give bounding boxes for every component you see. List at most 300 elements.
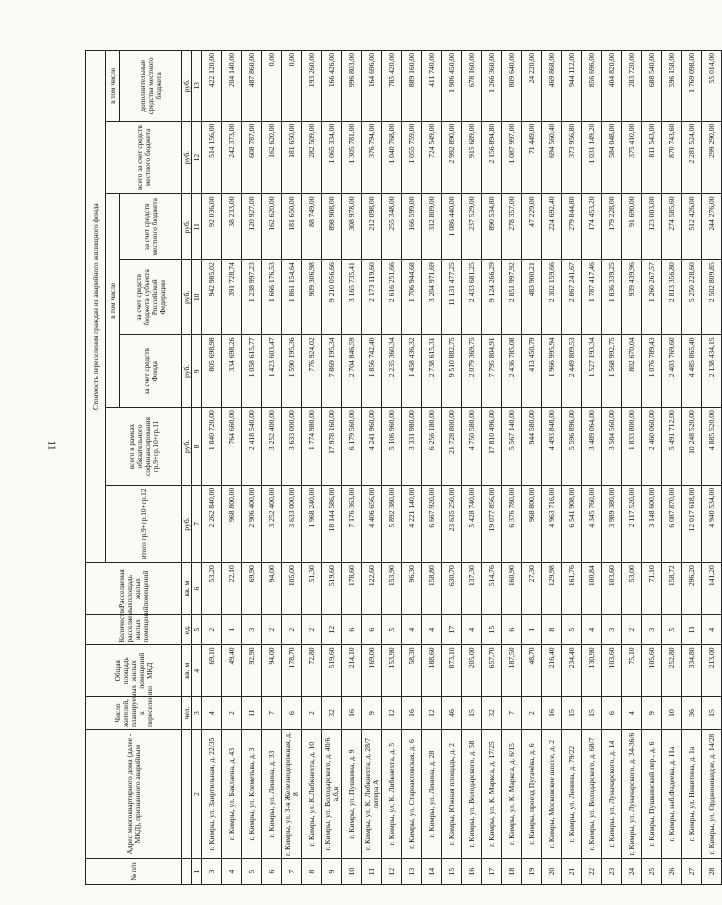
table-cell: 3 989 380,00 — [602, 485, 622, 563]
table-cell: 4 — [702, 614, 722, 645]
table-cell: 1 840 720,00 — [202, 408, 222, 486]
table-row — [522, 51, 542, 885]
table-cell: 162 620,00 — [262, 194, 282, 260]
table-cell: 630,70 — [442, 563, 462, 615]
table-cell: 8 — [542, 614, 562, 645]
table-cell: 27,30 — [522, 563, 542, 615]
table-cell: 514 156,00 — [202, 121, 222, 194]
table-cell: 9 — [322, 859, 342, 885]
table-cell: 204 140,00 — [222, 51, 242, 122]
table-cell: 188,60 — [422, 645, 442, 697]
table-cell: 58,30 — [402, 645, 422, 697]
table-cell: 4 — [192, 645, 202, 697]
table-cell: 2 — [222, 697, 242, 730]
table-cell: 161,76 — [562, 563, 582, 615]
table-cell: 6 — [602, 697, 622, 730]
table-cell: 3 204 971,69 — [422, 260, 442, 335]
table-row — [502, 51, 522, 885]
table-row — [302, 51, 322, 885]
table-cell: г. Кимры, ул. Клеметьва, д. 3 — [242, 729, 262, 858]
table-cell: 3 489 064,00 — [582, 408, 602, 486]
table-cell: 10 — [662, 697, 682, 730]
table-cell: 4 406 656,00 — [362, 485, 382, 563]
table-cell: 2 738 615,31 — [422, 335, 442, 408]
header-fund: за счет средств Фонда — [120, 335, 182, 408]
table-cell: 13 — [192, 51, 202, 122]
table-cell: 785 420,00 — [382, 51, 402, 122]
table-cell: 224 692,40 — [542, 194, 562, 260]
table-cell: 2 079 369,75 — [462, 335, 482, 408]
table-cell: 123 003,00 — [642, 194, 662, 260]
table-cell: 158,72 — [662, 563, 682, 615]
table-cell: ед. — [182, 614, 192, 645]
table-cell: 2 813 356,80 — [662, 260, 682, 335]
table-cell: 6 376 780,00 — [502, 485, 522, 563]
table-cell: г. Кимры, ул. Ленина, д. 79/22 — [562, 729, 582, 858]
table-cell: 16 — [342, 697, 362, 730]
table-cell: 870 743,60 — [662, 121, 682, 194]
table-cell: 18 144 586,00 — [322, 485, 342, 563]
table-cell: 5 106 960,00 — [382, 408, 402, 486]
table-cell: 158,80 — [422, 563, 442, 615]
table-cell: 2 449 809,53 — [562, 335, 582, 408]
table-cell: 1 861 154,64 — [282, 260, 302, 335]
table-cell: г. Кимры, ул. К. Маркса, д. 6/15 — [502, 729, 522, 858]
table-cell: 6 — [282, 697, 302, 730]
table-cell: 5 491 712,00 — [662, 408, 682, 486]
table-cell: 968 800,00 — [222, 485, 242, 563]
table-cell: 103,60 — [602, 563, 622, 615]
table-cell: 12 — [422, 697, 442, 730]
header-num: № п/п — [86, 859, 182, 885]
table-cell: г. Кимры, ул. 3-я Железнодорожная, д. 8 — [282, 729, 302, 858]
table-cell: чел. — [182, 697, 192, 730]
resettlement-table — [85, 50, 722, 885]
table-cell: г. Кимры, ул. Луначарского, д. 34-36/6 — [622, 729, 642, 858]
table-cell: 11 — [682, 614, 702, 645]
table-cell: 23 — [602, 859, 622, 885]
header-address: Адрес многоквартирного дома (далее - МКД), признанного аварийным — [86, 729, 182, 858]
table-cell: 1 833 800,00 — [622, 408, 642, 486]
table-cell: г. Кимры, ул. К. Либкнехта, д. 5 — [382, 729, 402, 858]
table-cell: 166 599,00 — [402, 194, 422, 260]
table-row — [642, 51, 662, 885]
table-cell: 519,60 — [322, 563, 342, 615]
table-cell: 9 210 056,66 — [322, 260, 342, 335]
table-cell: 4 — [622, 697, 642, 730]
table-cell: 48,70 — [522, 645, 542, 697]
table-cell: 17 810 496,00 — [482, 408, 502, 486]
table-row — [562, 51, 582, 885]
table-cell: 282 509,00 — [302, 121, 322, 194]
table-cell: 1 568 992,75 — [602, 335, 622, 408]
table-cell: 242 373,00 — [222, 121, 242, 194]
table-cell: 25 — [642, 859, 662, 885]
table-cell: 1 086 440,00 — [442, 194, 462, 260]
table-cell: 94,00 — [262, 645, 282, 697]
table-cell: 4 — [222, 859, 242, 885]
table-cell: 2 — [622, 614, 642, 645]
header-residents: Число жителей, планируемых к переселению — [86, 697, 182, 730]
table-row — [382, 51, 402, 885]
table-cell: 15 — [582, 697, 602, 730]
table-cell: 12 — [382, 859, 402, 885]
table-cell: 944 580,00 — [522, 408, 542, 486]
table-cell: 5 567 140,00 — [502, 408, 522, 486]
table-cell: 5 — [662, 614, 682, 645]
table-cell: 279 844,80 — [562, 194, 582, 260]
table-cell: 2 — [302, 697, 322, 730]
table-cell: 2 235 360,34 — [382, 335, 402, 408]
table-cell: 1 787 417,46 — [582, 260, 602, 335]
table-cell: 898 908,00 — [322, 194, 342, 260]
table-cell: 487 860,00 — [242, 51, 262, 122]
table-cell: 160,90 — [502, 563, 522, 615]
table-cell: 53,00 — [622, 563, 642, 615]
header-total-area: Общая площадь жилых помещений МКД — [86, 645, 182, 697]
table-cell: 10 — [342, 859, 362, 885]
table-cell — [182, 859, 192, 885]
table-cell: 3 — [642, 614, 662, 645]
table-row — [202, 51, 222, 885]
table-cell: 69,10 — [202, 645, 222, 697]
table-cell: 75,10 — [622, 645, 642, 697]
table-cell: 6 — [262, 859, 282, 885]
table-cell: 32 — [482, 697, 502, 730]
table-cell: руб. — [182, 51, 192, 122]
table-cell: 2 436 785,08 — [502, 335, 522, 408]
table-cell: 162 620,00 — [262, 121, 282, 194]
table-cell: 2 — [522, 697, 542, 730]
header-region: за счет средств бюджета субъекта Российской Федерации — [120, 260, 182, 335]
table-cell: 4 963 716,00 — [542, 485, 562, 563]
table-cell: 12 — [322, 614, 342, 645]
table-cell: г. Кимры, ул. Ленина, д. 28 — [422, 729, 442, 858]
table-cell: 6 667 920,00 — [422, 485, 442, 563]
table-cell: г. Кимры, проезд Пугачёва, д. 6 — [522, 729, 542, 858]
table-cell: 216,40 — [542, 645, 562, 697]
table-cell: 234,40 — [562, 645, 582, 697]
table-cell: 26 — [662, 859, 682, 885]
table-cell: 1 966 995,94 — [542, 335, 562, 408]
table-cell: 469 868,00 — [542, 51, 562, 122]
table-cell: 2 302 159,66 — [542, 260, 562, 335]
table-cell: 17 — [442, 614, 462, 645]
table-cell: 3 165 735,41 — [342, 260, 362, 335]
table-cell: 1 836 339,25 — [602, 260, 622, 335]
table-cell: 1 058 615,77 — [242, 335, 262, 408]
table-cell: 694 560,40 — [542, 121, 562, 194]
table-cell: 3 — [242, 614, 262, 645]
table-cell: 909 306,98 — [302, 260, 322, 335]
table-cell: 312 809,00 — [422, 194, 442, 260]
header-cost-group: Стоимость переселения граждан из аварийного жилищного фонда — [86, 51, 106, 563]
table-cell: 105,00 — [282, 563, 302, 615]
table-cell: 5 596 896,00 — [562, 408, 582, 486]
table-cell: 6 087 870,00 — [662, 485, 682, 563]
table-cell: г. Кимры, ул. Орджоникидзе, д. 14/28 — [702, 729, 722, 858]
table-cell: 46 — [442, 697, 462, 730]
table-cell: 2 117 520,00 — [622, 485, 642, 563]
table-cell: 299 290,00 — [702, 121, 722, 194]
table-cell: 11 131 477,25 — [442, 260, 462, 335]
table-row — [662, 51, 682, 885]
table-cell: 3 148 600,00 — [642, 485, 662, 563]
table-cell: 1 — [192, 859, 202, 885]
table-cell: 205,00 — [462, 645, 482, 697]
table-cell: 2 — [282, 614, 302, 645]
table-cell: 2 418 540,00 — [242, 408, 262, 486]
table-cell: 137,30 — [462, 563, 482, 615]
table-cell: 5 — [192, 614, 202, 645]
table-cell: 18 — [502, 859, 522, 885]
table-cell: 15 — [462, 697, 482, 730]
table-cell: 16 — [402, 697, 422, 730]
table-row — [622, 51, 642, 885]
table-cell: 153,90 — [382, 645, 402, 697]
table-row — [602, 51, 622, 885]
table-cell: 214,10 — [342, 645, 362, 697]
table-cell: г. Кимры, ул. Староактовская, д. 6 — [402, 729, 422, 858]
table-cell: 4 485 865,40 — [682, 335, 702, 408]
table-cell: 24 220,00 — [522, 51, 542, 122]
table-cell: 4 493 848,00 — [542, 408, 562, 486]
table-cell: 889 160,00 — [402, 51, 422, 122]
table-cell: 1 040 768,00 — [382, 121, 402, 194]
table-cell: руб. — [182, 408, 192, 486]
table-cell: г. Кимры, наб.Фадеева, д. 11а — [662, 729, 682, 858]
table-cell: 19 — [522, 859, 542, 885]
table-cell: 3 — [602, 614, 622, 645]
table-cell: 1 065 334,00 — [322, 121, 342, 194]
table-cell: 1 527 193,34 — [582, 335, 602, 408]
table-cell: 1 706 944,68 — [402, 260, 422, 335]
table-cell: 996 803,00 — [342, 51, 362, 122]
table-cell: 12 017 618,00 — [682, 485, 702, 563]
table-cell: 7 795 804,91 — [482, 335, 502, 408]
table-cell: 2 867 241,67 — [562, 260, 582, 335]
table-cell: 391 728,74 — [222, 260, 242, 335]
table-cell: 2 502 809,85 — [702, 260, 722, 335]
table-cell: 514,76 — [482, 563, 502, 615]
table-cell: 178,70 — [282, 645, 302, 697]
table-cell: 1 769 098,00 — [682, 51, 702, 122]
table-cell: 1 — [522, 614, 542, 645]
table-cell: 1 055 759,00 — [402, 121, 422, 194]
table-cell: 22,10 — [222, 563, 242, 615]
page-number: 11 — [45, 440, 57, 451]
table-cell: 15 — [562, 697, 582, 730]
table-cell: кв. м — [182, 563, 192, 615]
table-cell: 809 640,00 — [502, 51, 522, 122]
table-cell: руб. — [182, 121, 192, 194]
table-cell: 166 426,00 — [322, 51, 342, 122]
table-cell: 373 956,80 — [562, 121, 582, 194]
table-cell: руб. — [182, 260, 192, 335]
table-cell: 1 856 742,40 — [362, 335, 382, 408]
table-cell: 252,80 — [662, 645, 682, 697]
table-cell: 4 241 960,00 — [362, 408, 382, 486]
table-cell: 5 — [242, 859, 262, 885]
table-cell: 13 — [402, 859, 422, 885]
table-cell: 376 794,00 — [362, 121, 382, 194]
table-cell: 174 453,20 — [582, 194, 602, 260]
table-row — [362, 51, 382, 885]
table-cell: 6 256 180,00 — [422, 408, 442, 486]
table-cell: г. Кимры, ул. К. Либкнехта, д. 28/7 литера А — [362, 729, 382, 858]
table-cell: г. Кимры, ул. Володарского, д. 68/7 — [582, 729, 602, 858]
table-cell: 55 014,00 — [702, 51, 722, 122]
table-cell: 802 670,04 — [622, 335, 642, 408]
table-cell: 805 698,98 — [202, 335, 222, 408]
table-cell: г. Кимры, Пушкинский пер., д. 6 — [642, 729, 662, 858]
table-cell: 512 426,00 — [682, 194, 702, 260]
table-cell: 7 — [282, 859, 302, 885]
table-cell: г. Кимры, ул. Баклаена, д. 43 — [222, 729, 242, 858]
table-cell: г. Кимры, Московское шоссе, д. 2 — [542, 729, 562, 858]
table-cell: г. Кимры, Южная площадь, д. 2 — [442, 729, 462, 858]
table-cell: 237 529,00 — [462, 194, 482, 260]
table-cell: 296,20 — [682, 563, 702, 615]
table-cell: 688 540,00 — [642, 51, 662, 122]
table-cell: 4 221 140,00 — [402, 485, 422, 563]
column-index-row — [192, 51, 202, 885]
table-cell: 1 968 240,00 — [302, 485, 322, 563]
table-cell: 2 992 890,00 — [442, 121, 462, 194]
table-cell: 23 635 250,00 — [442, 485, 462, 563]
table-cell: 1 076 789,43 — [642, 335, 662, 408]
table-cell: 0,00 — [282, 51, 302, 122]
table-cell: 7 — [262, 697, 282, 730]
table-cell: 413 450,79 — [522, 335, 542, 408]
table-cell: 9 — [192, 335, 202, 408]
table-cell: 4 940 534,00 — [702, 485, 722, 563]
table-cell: 120 927,00 — [242, 194, 262, 260]
table-cell: 5 — [382, 614, 402, 645]
table-cell: 3 633 000,00 — [282, 485, 302, 563]
table-cell: 16 — [542, 697, 562, 730]
table-cell: 47 229,00 — [522, 194, 542, 260]
table-cell: 2 138 434,15 — [702, 335, 722, 408]
table-cell: 657,70 — [482, 645, 502, 697]
table-cell: 1 031 149,20 — [582, 121, 602, 194]
table-cell: 19 077 856,00 — [482, 485, 502, 563]
table-cell: 212 098,00 — [362, 194, 382, 260]
table-cell: 1 906 450,00 — [442, 51, 462, 122]
table-cell: руб. — [182, 485, 192, 563]
table-cell: 71 449,00 — [522, 121, 542, 194]
table-cell: 213,00 — [702, 645, 722, 697]
table-cell: 915 689,00 — [462, 121, 482, 194]
table-cell: 9 510 882,75 — [442, 335, 462, 408]
table-cell: 6 — [362, 614, 382, 645]
table-cell: 274 585,60 — [662, 194, 682, 260]
table-cell: 2 — [262, 614, 282, 645]
table-cell: 244 276,00 — [702, 194, 722, 260]
table-cell: 1 590 195,36 — [282, 335, 302, 408]
table-cell: 3 — [192, 697, 202, 730]
table-cell: 7 — [502, 697, 522, 730]
table-cell: 2 704 846,59 — [342, 335, 362, 408]
table-cell: г. Кимры, ул. Пушкина, д. 9 — [342, 729, 362, 858]
table-cell: 51,30 — [302, 563, 322, 615]
table-cell: 103,60 — [602, 645, 622, 697]
table-cell: 1 774 980,00 — [302, 408, 322, 486]
table-cell: 15 — [482, 614, 502, 645]
table-cell: 519,60 — [322, 645, 342, 697]
table-cell: 596 158,00 — [662, 51, 682, 122]
table-cell: г. Кимры, ул. Луначарского, д. 14 — [602, 729, 622, 858]
table-cell: 2 173 119,60 — [362, 260, 382, 335]
table-cell: 21 — [562, 859, 582, 885]
table-cell: 153,90 — [382, 563, 402, 615]
table-cell: 1 260 267,57 — [642, 260, 662, 335]
table-cell: 3 633 000,00 — [282, 408, 302, 486]
table-cell — [182, 729, 192, 858]
table-cell: 8 — [302, 859, 322, 885]
table-row — [702, 51, 722, 885]
table-cell: 17 978 160,00 — [322, 408, 342, 486]
table-cell: г. Кимры, ул. Володарского, д. 58 — [462, 729, 482, 858]
table-cell: 2 616 251,66 — [382, 260, 402, 335]
table-cell: 28 — [702, 859, 722, 885]
table-cell: 5 — [562, 614, 582, 645]
table-cell: 2 — [202, 614, 222, 645]
table-cell: 4 — [402, 614, 422, 645]
table-cell: 178,60 — [342, 563, 362, 615]
table-cell: 1 666 176,53 — [262, 260, 282, 335]
table-cell: 69,90 — [242, 563, 262, 615]
table-row — [262, 51, 282, 885]
table-cell: 3 331 980,00 — [402, 408, 422, 486]
table-row — [222, 51, 242, 885]
table-cell: 130,90 — [582, 645, 602, 697]
table-cell: 36 — [682, 697, 702, 730]
table-cell: 21 728 800,00 — [442, 408, 462, 486]
table-cell: 92 036,00 — [202, 194, 222, 260]
table-cell: 187,50 — [502, 645, 522, 697]
table-cell: 100,84 — [582, 563, 602, 615]
header-additional: дополнительные средства местного бюджета — [120, 51, 182, 122]
table-cell: 22 — [582, 859, 602, 885]
table-cell: 122,60 — [362, 563, 382, 615]
header-local-total: всего за счет средств местного бюджета — [106, 121, 182, 194]
table-cell: 92,90 — [242, 645, 262, 697]
header-total: итого гр.9+гр.10+гр.12 — [106, 485, 182, 563]
table-row — [482, 51, 502, 885]
header-rooms-count: Количество расселяемых жилых помещений — [86, 614, 182, 645]
table-cell: 15 — [442, 859, 462, 885]
table-cell: 942 985,02 — [202, 260, 222, 335]
table-cell: 6 — [502, 614, 522, 645]
table-cell: 71,10 — [642, 563, 662, 615]
table-cell: 0,00 — [262, 51, 282, 122]
table-cell: 968 800,00 — [522, 485, 542, 563]
table-cell: 1 238 997,23 — [242, 260, 262, 335]
table-cell: 72,80 — [302, 645, 322, 697]
table-cell: 8 — [192, 408, 202, 486]
table-cell: 1 423 603,47 — [262, 335, 282, 408]
table-cell: 181 650,00 — [282, 121, 302, 194]
table-cell: 5 892 380,00 — [382, 485, 402, 563]
table-cell: 15 — [702, 697, 722, 730]
table-cell: 278 357,00 — [502, 194, 522, 260]
table-cell: 334,80 — [682, 645, 702, 697]
table-cell: 334 698,26 — [222, 335, 242, 408]
table-cell: 9 — [362, 697, 382, 730]
table-cell: 2 433 681,25 — [462, 260, 482, 335]
table-cell: 10 — [192, 260, 202, 335]
